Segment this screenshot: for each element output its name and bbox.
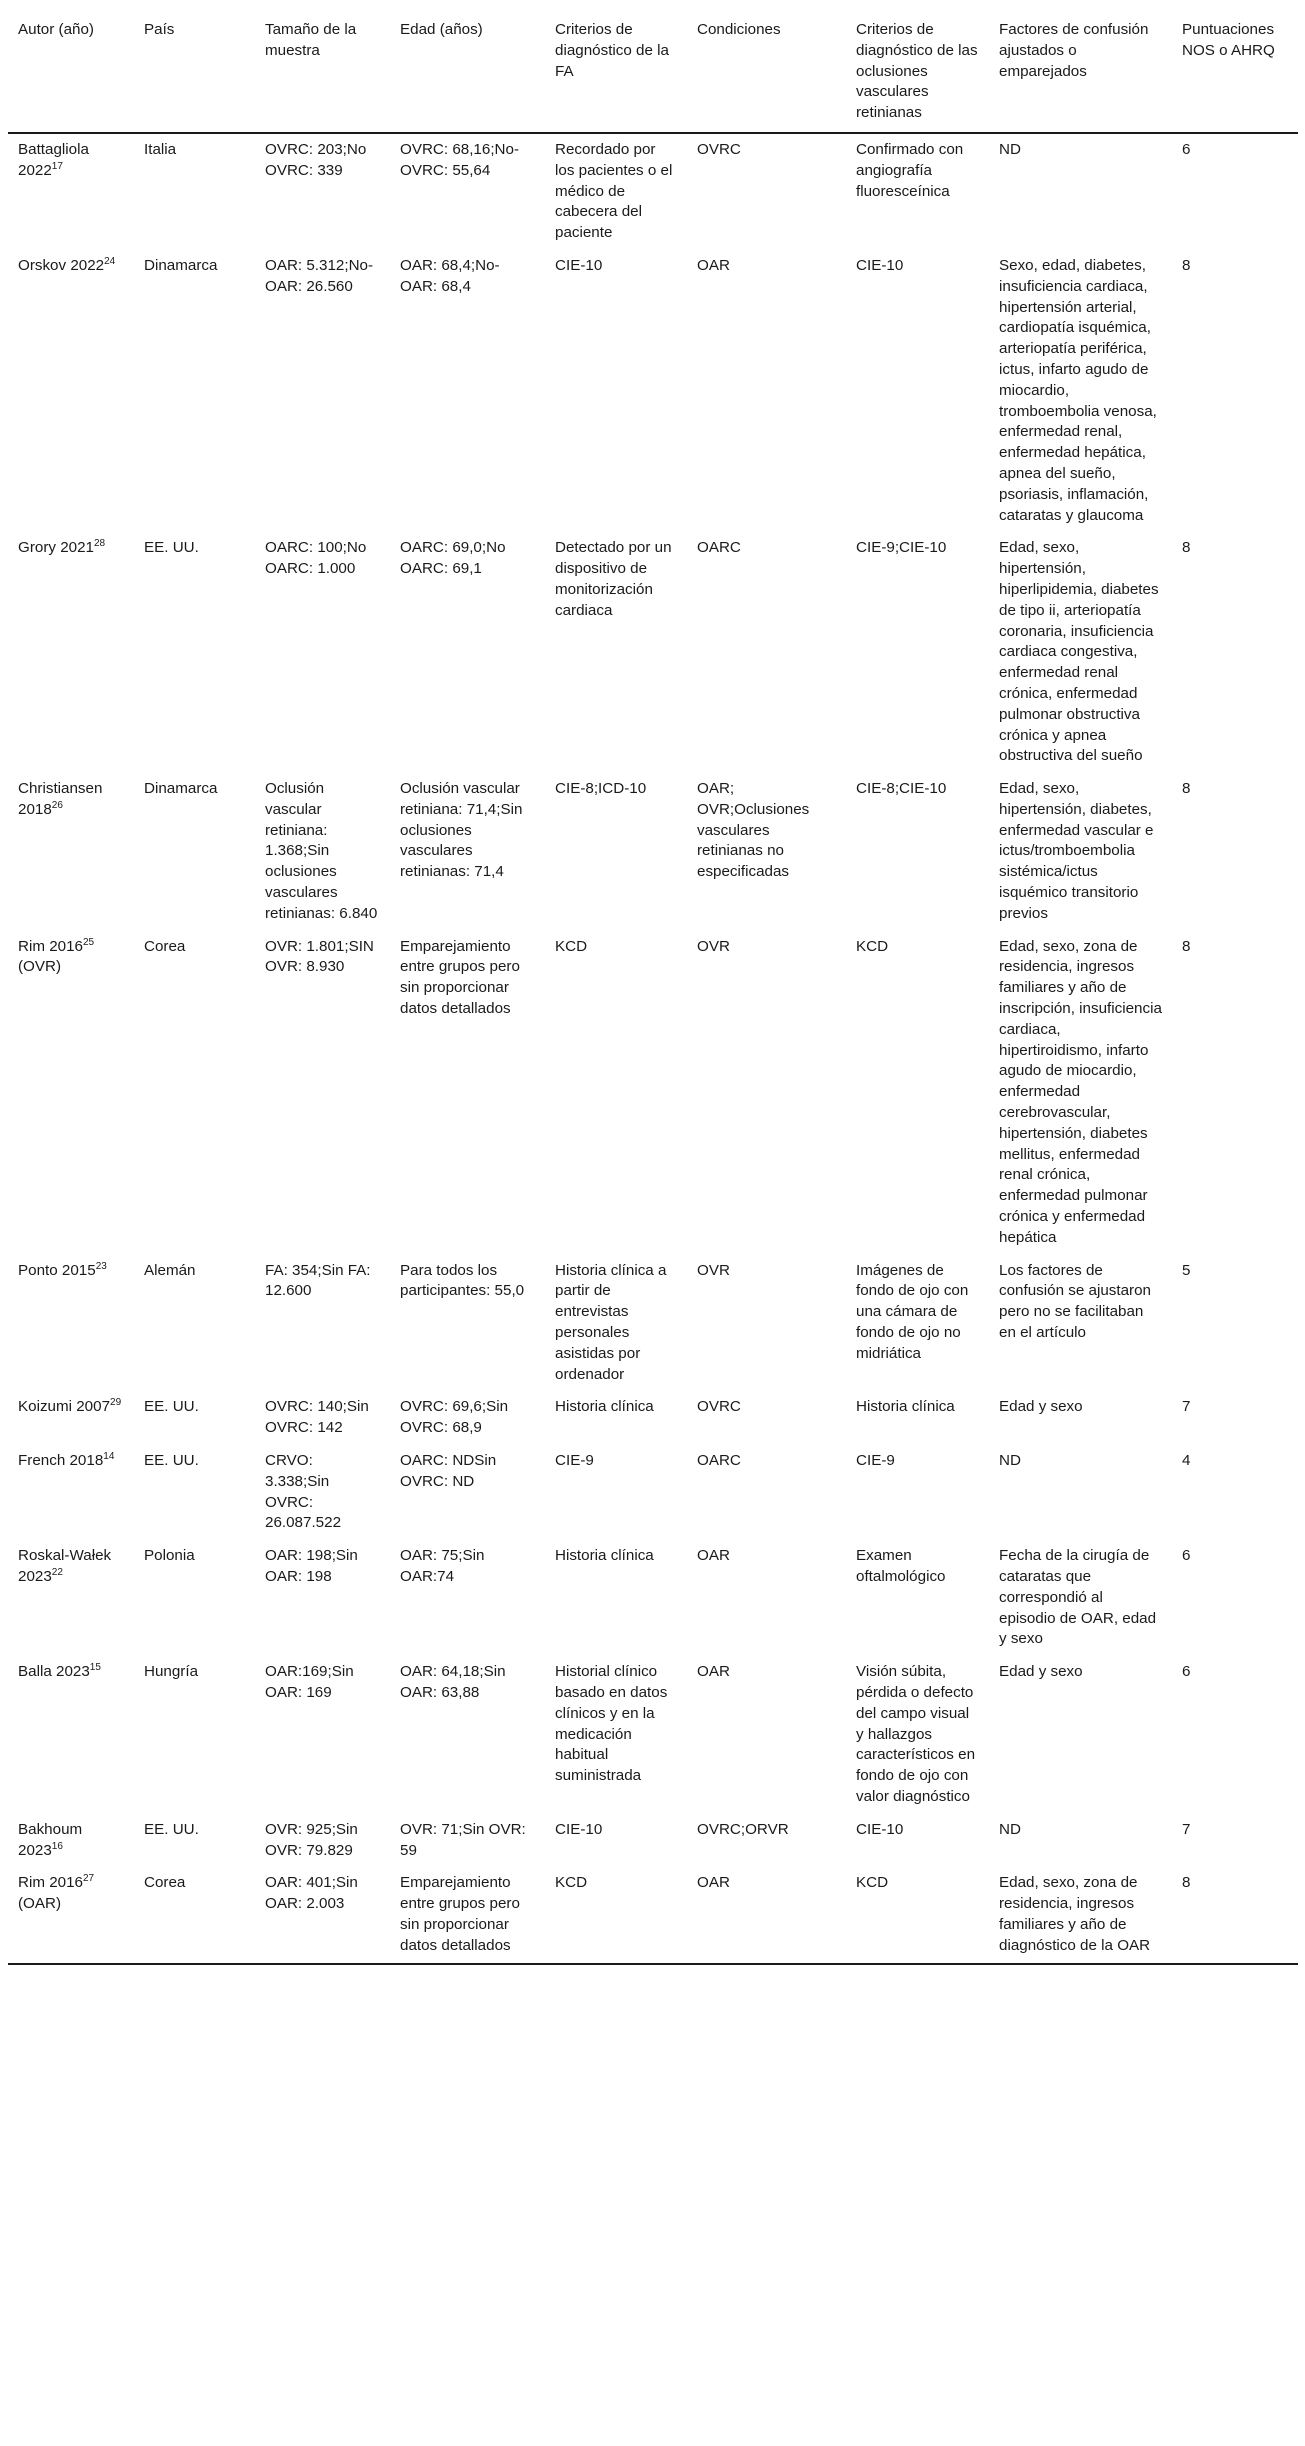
cell-country: Corea <box>144 937 186 955</box>
cell-sample-size: OAR: 401;Sin OAR: 2.003 <box>265 1874 358 1913</box>
cell-country: Corea <box>144 1874 186 1892</box>
header-sample-size: Tamaño de la muestra <box>265 21 357 59</box>
cell-condition: OVR <box>697 1261 730 1279</box>
cell-rvo-criteria: CIE-8;CIE-10 <box>856 780 947 798</box>
cell-author-year <box>8 532 134 773</box>
cell-condition: OAR <box>697 1547 730 1565</box>
cell-condition: OVRC;ORVR <box>697 1820 789 1838</box>
cell-author-year <box>8 1391 134 1445</box>
cell-rvo-criteria: CIE-10 <box>856 256 904 274</box>
cell-confounders: ND <box>999 1820 1021 1838</box>
cell-sample-size: OAR: 5.312;No-OAR: 26.560 <box>265 256 374 295</box>
author-name: Battagliola 2022 <box>18 140 89 179</box>
reference-number: 28 <box>93 538 106 550</box>
reference-number: 29 <box>110 1397 122 1409</box>
cell-sample-size: FA: 354;Sin FA: 12.600 <box>265 1261 371 1300</box>
cell-score: 5 <box>1182 1261 1191 1279</box>
cell-af-criteria: CIE-9 <box>555 1452 594 1469</box>
author-name: Rim 2016 <box>18 937 83 955</box>
header-country: País <box>144 21 175 38</box>
table-body <box>8 133 1298 1964</box>
cell-age: OAR: 68,4;No-OAR: 68,4 <box>400 256 500 295</box>
cell-rvo-criteria: Imágenes de fondo de ojo con una cámara de fondo de ojo no midriática <box>856 1261 969 1362</box>
cell-af-criteria: Historial clínico basado en datos clínicos y en la medicación habitual suministrada <box>555 1663 668 1785</box>
cell-rvo-criteria: Examen oftalmológico <box>856 1547 946 1585</box>
cell-country: Hungría <box>144 1663 199 1681</box>
cell-af-criteria: Recordado por los pacientes o el médico de cabecera del paciente <box>555 140 673 242</box>
header-scores: Puntuaciones NOS o AHRQ <box>1182 21 1275 59</box>
cell-confounders: Edad, sexo, zona de residencia, ingresos familiares y año de inscripción, insuficiencia cardiaca, hipertiroidismo, infarto agudo de miocardio, enfermedad cerebrovascular, hipertensión, diabetes mellitus, enfermedad renal crónica, enfermedad pulmonar crónica y enfermedad hepática <box>999 937 1162 1246</box>
cell-rvo-criteria: Confirmado con angiografía fluoresceínica <box>856 140 964 200</box>
cell-confounders: Edad y sexo <box>999 1398 1083 1416</box>
cell-age: OAR: 75;Sin OAR:74 <box>400 1547 485 1585</box>
table-row <box>8 1391 1298 1445</box>
cell-af-criteria: Historia clínica a partir de entrevistas personales asistidas por ordenador <box>555 1261 667 1383</box>
cell-confounders: Edad, sexo, hipertensión, hiperlipidemia, diabetes de tipo ii, arteriopatía coronaria, insuficiencia cardiaca congestiva, enfermedad renal crónica, enfermedad pulmonar obstructiva crónica y apnea obstructiva del sueño <box>999 539 1159 765</box>
cell-confounders: ND <box>999 1452 1021 1469</box>
author-name: Grory 2021 <box>18 539 94 557</box>
reference-number: 27 <box>83 1873 95 1885</box>
author-name: French 2018 <box>18 1452 104 1469</box>
cell-score: 7 <box>1182 1820 1191 1838</box>
studies-table <box>8 20 1298 1965</box>
cell-country: Dinamarca <box>144 256 218 274</box>
table-header <box>8 20 1298 133</box>
reference-number: 24 <box>104 255 116 267</box>
cell-sample-size: OVRC: 203;No OVRC: 339 <box>265 140 367 179</box>
header-rvo-criteria: Criterios de diagnóstico de las oclusiones vasculares retinianas <box>856 21 978 122</box>
cell-condition: OAR <box>697 256 730 274</box>
cell-age: OAR: 64,18;Sin OAR: 63,88 <box>400 1663 506 1701</box>
cell-score: 8 <box>1182 539 1191 557</box>
reference-number: 17 <box>51 160 63 172</box>
author-name: Roskal-Wałek 2023 <box>18 1547 112 1585</box>
table-row <box>8 532 1298 773</box>
cell-country: EE. UU. <box>144 539 199 557</box>
cell-sample-size: Oclusión vascular retiniana: 1.368;Sin oclusiones vasculares retinianas: 6.840 <box>265 780 378 922</box>
cell-author-year <box>8 773 134 931</box>
cell-sample-size: CRVO: 3.338;Sin OVRC: 26.087.522 <box>265 1452 342 1532</box>
cell-age: Emparejamiento entre grupos pero sin proporcionar datos detallados <box>400 1874 520 1954</box>
cell-condition: OARC <box>697 539 741 557</box>
cell-sample-size: OAR:169;Sin OAR: 169 <box>265 1663 354 1701</box>
author-suffix: (OVR) <box>18 958 62 976</box>
author-name: Bakhoum 2023 <box>18 1820 83 1859</box>
cell-af-criteria: Historia clínica <box>555 1547 654 1565</box>
cell-country: EE. UU. <box>144 1452 199 1469</box>
cell-score: 6 <box>1182 1547 1191 1565</box>
author-name: Christiansen 2018 <box>18 780 103 818</box>
table-row <box>8 1867 1298 1963</box>
cell-author-year <box>8 1540 134 1656</box>
reference-number: 15 <box>89 1662 101 1674</box>
cell-age: Emparejamiento entre grupos pero sin proporcionar datos detallados <box>400 937 520 1018</box>
cell-confounders: Fecha de la cirugía de cataratas que correspondió al episodio de OAR, edad y sexo <box>999 1547 1157 1648</box>
cell-af-criteria: CIE-10 <box>555 1820 603 1838</box>
cell-age: OVRC: 69,6;Sin OVRC: 68,9 <box>400 1398 509 1437</box>
cell-country: EE. UU. <box>144 1820 199 1838</box>
cell-score: 6 <box>1182 1663 1191 1681</box>
cell-age: OVR: 71;Sin OVR: 59 <box>400 1820 526 1859</box>
cell-country: Polonia <box>144 1547 195 1565</box>
table-row <box>8 1255 1298 1392</box>
cell-confounders: ND <box>999 140 1021 158</box>
cell-score: 8 <box>1182 1874 1191 1892</box>
cell-af-criteria: CIE-10 <box>555 256 603 274</box>
cell-rvo-criteria: CIE-9 <box>856 1452 895 1469</box>
cell-rvo-criteria: Visión súbita, pérdida o defecto del campo visual y hallazgos característicos en fondo de ojo con valor diagnóstico <box>856 1663 976 1805</box>
author-name: Koizumi 2007 <box>18 1398 111 1416</box>
cell-age: OARC: 69,0;No OARC: 69,1 <box>400 539 506 578</box>
cell-af-criteria: KCD <box>555 937 588 955</box>
cell-author-year <box>8 133 134 250</box>
cell-author-year <box>8 1867 134 1963</box>
reference-number: 25 <box>83 936 95 948</box>
cell-country: EE. UU. <box>144 1398 199 1416</box>
table-row <box>8 250 1298 532</box>
table-row <box>8 1814 1298 1868</box>
header-row <box>8 20 1298 133</box>
reference-number: 23 <box>95 1260 107 1272</box>
table-row <box>8 1540 1298 1656</box>
header-author-year: Autor (año) <box>18 21 94 38</box>
cell-condition: OAR; OVR;Oclusiones vasculares retinianas no especificadas <box>697 780 810 881</box>
reference-number: 16 <box>51 1840 63 1852</box>
cell-confounders: Los factores de confusión se ajustaron pero no se facilitaban en el artículo <box>999 1261 1151 1342</box>
reference-number: 26 <box>51 799 63 811</box>
cell-rvo-criteria: CIE-9;CIE-10 <box>856 539 947 557</box>
cell-country: Dinamarca <box>144 780 218 798</box>
table-row <box>8 133 1298 250</box>
cell-confounders: Edad y sexo <box>999 1663 1083 1681</box>
cell-author-year <box>8 1656 134 1814</box>
header-confounders: Factores de confusión ajustados o emparejados <box>999 21 1149 80</box>
reference-number: 14 <box>103 1450 115 1462</box>
cell-sample-size: OVRC: 140;Sin OVRC: 142 <box>265 1398 369 1437</box>
cell-rvo-criteria: CIE-10 <box>856 1820 904 1838</box>
cell-condition: OAR <box>697 1663 730 1681</box>
table-row <box>8 1445 1298 1540</box>
cell-af-criteria: CIE-8;ICD-10 <box>555 780 647 798</box>
cell-author-year <box>8 1445 134 1540</box>
cell-sample-size: OAR: 198;Sin OAR: 198 <box>265 1547 358 1585</box>
cell-condition: OVRC <box>697 140 741 158</box>
cell-rvo-criteria: Historia clínica <box>856 1398 955 1416</box>
cell-score: 6 <box>1182 140 1191 158</box>
cell-af-criteria: Historia clínica <box>555 1398 654 1416</box>
header-age: Edad (años) <box>400 21 483 38</box>
author-name: Balla 2023 <box>18 1663 90 1681</box>
author-name: Ponto 2015 <box>18 1261 96 1279</box>
cell-score: 8 <box>1182 256 1191 274</box>
cell-score: 4 <box>1182 1452 1191 1469</box>
cell-author-year <box>8 1255 134 1392</box>
table-row <box>8 1656 1298 1814</box>
cell-rvo-criteria: KCD <box>856 937 889 955</box>
cell-author-year <box>8 250 134 532</box>
cell-confounders: Edad, sexo, zona de residencia, ingresos familiares y año de diagnóstico de la OAR <box>999 1874 1151 1954</box>
author-suffix: (OAR) <box>18 1895 62 1913</box>
table-row <box>8 773 1298 931</box>
cell-condition: OVRC <box>697 1398 741 1416</box>
cell-sample-size: OARC: 100;No OARC: 1.000 <box>265 539 367 578</box>
cell-age: Oclusión vascular retiniana: 71,4;Sin oclusiones vasculares retinianas: 71,4 <box>400 780 523 881</box>
cell-score: 8 <box>1182 937 1191 955</box>
cell-author-year <box>8 1814 134 1868</box>
cell-age: OARC: NDSin OVRC: ND <box>400 1452 497 1490</box>
cell-author-year <box>8 931 134 1255</box>
cell-sample-size: OVR: 925;Sin OVR: 79.829 <box>265 1820 358 1859</box>
cell-condition: OVR <box>697 937 730 955</box>
cell-af-criteria: Detectado por un dispositivo de monitorización cardiaca <box>555 539 672 619</box>
author-name: Rim 2016 <box>18 1874 83 1892</box>
cell-confounders: Sexo, edad, diabetes, insuficiencia cardiaca, hipertensión arterial, cardiopatía isquémica, arteriopatía periférica, ictus, infarto agudo de miocardio, tromboembolia venosa, enfermedad renal, enfermedad hepática, apnea del sueño, psoriasis, inflamación, cataratas y glaucoma <box>999 256 1157 524</box>
table-row <box>8 931 1298 1255</box>
cell-condition: OARC <box>697 1452 741 1469</box>
reference-number: 22 <box>51 1566 63 1578</box>
cell-age: OVRC: 68,16;No-OVRC: 55,64 <box>400 140 520 179</box>
cell-sample-size: OVR: 1.801;SIN OVR: 8.930 <box>265 937 374 976</box>
cell-condition: OAR <box>697 1874 730 1892</box>
cell-age: Para todos los participantes: 55,0 <box>400 1261 525 1300</box>
cell-country: Italia <box>144 140 177 158</box>
header-af-criteria: Criterios de diagnóstico de la FA <box>555 21 669 80</box>
header-conditions: Condiciones <box>697 21 781 38</box>
cell-score: 7 <box>1182 1398 1191 1416</box>
cell-score: 8 <box>1182 780 1191 798</box>
cell-af-criteria: KCD <box>555 1874 588 1892</box>
cell-rvo-criteria: KCD <box>856 1874 889 1892</box>
cell-country: Alemán <box>144 1261 196 1279</box>
cell-confounders: Edad, sexo, hipertensión, diabetes, enfermedad vascular e ictus/tromboembolia sistémica/ictus isquémico transitorio previos <box>999 780 1154 922</box>
author-name: Orskov 2022 <box>18 256 105 274</box>
